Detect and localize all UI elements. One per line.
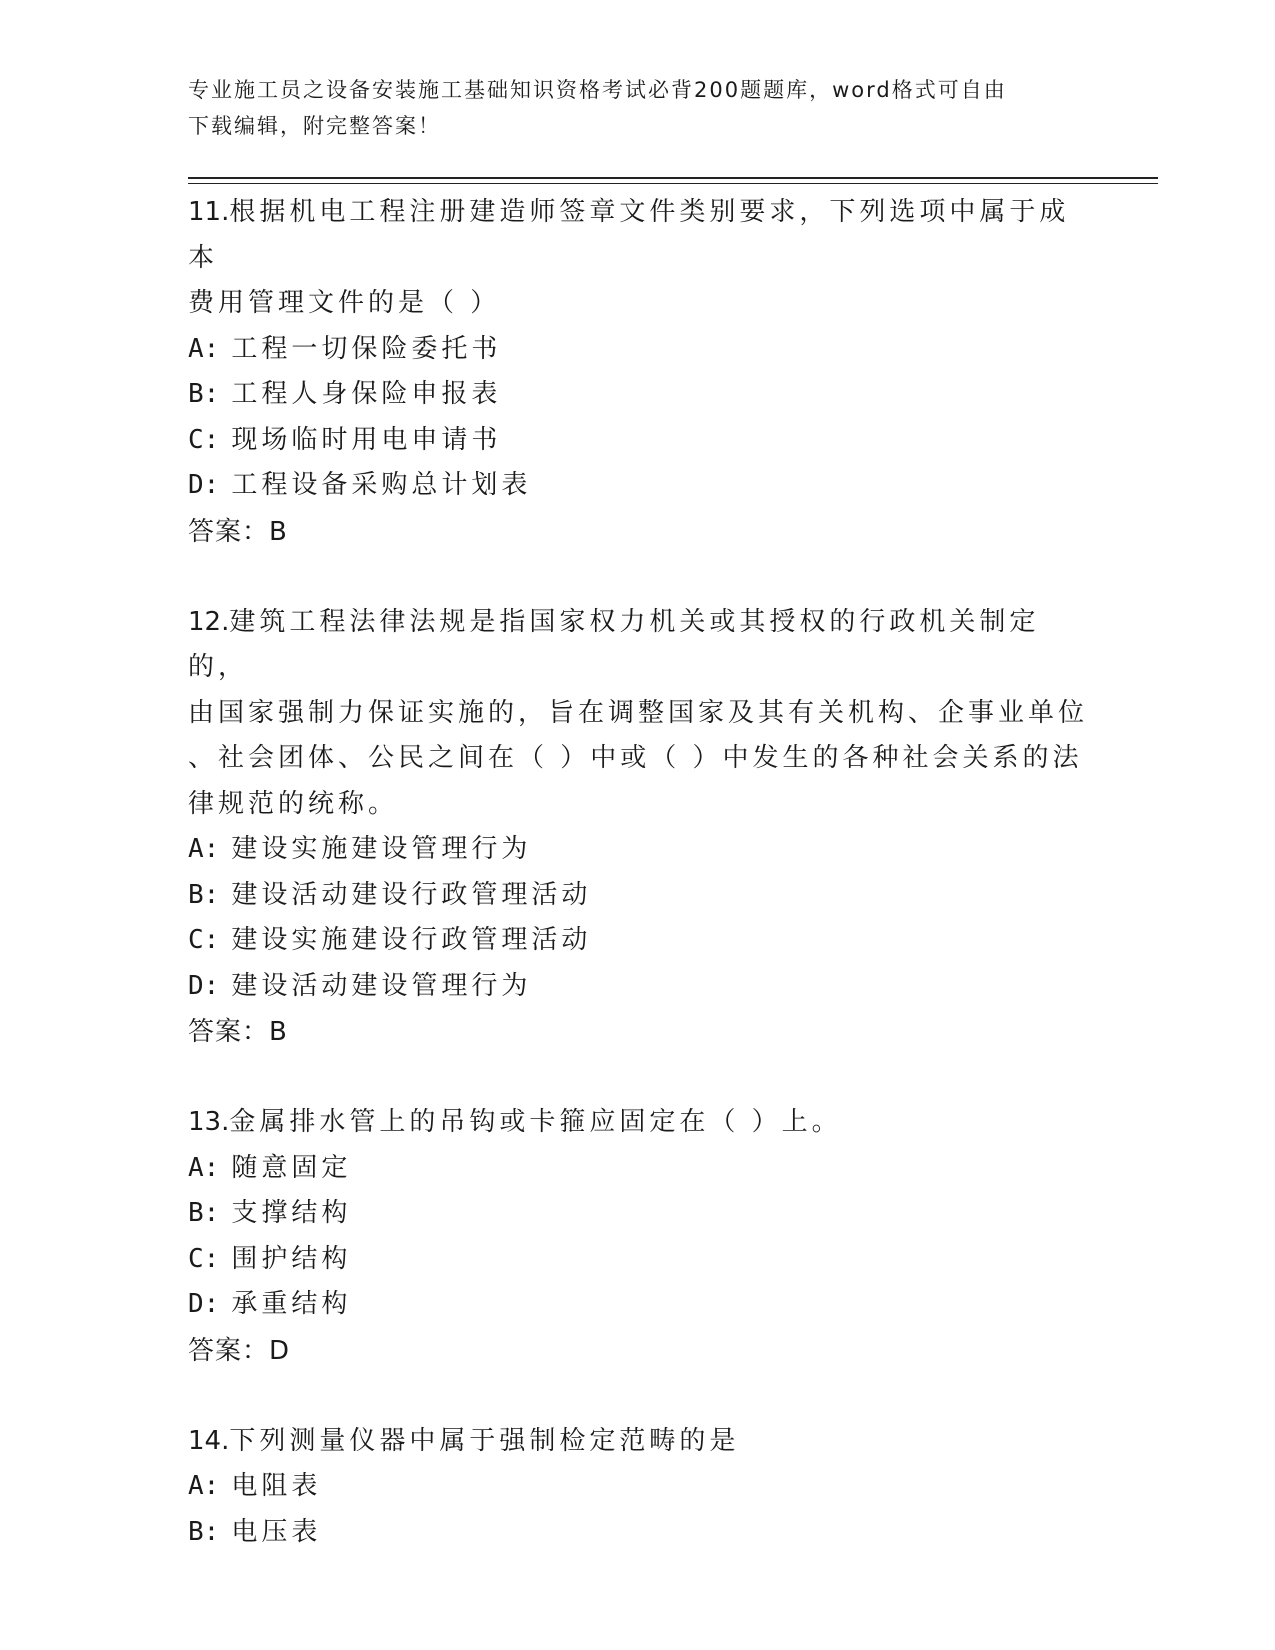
question-text-span: 费用管理文件的是（ ） — [188, 288, 501, 318]
option-text: 建设活动建设行政管理活动 — [231, 879, 592, 910]
answer-option — [188, 418, 1088, 464]
option-letter: B: — [188, 1198, 220, 1228]
option-text: 现场临时用电申请书 — [231, 424, 502, 455]
option-letter: A: — [188, 1152, 220, 1183]
option-text: 围护结构 — [231, 1243, 352, 1274]
option-letter: D: — [188, 470, 220, 500]
question-block — [188, 1419, 1088, 1556]
answer-option — [188, 827, 1088, 873]
question-text-line — [188, 1419, 1088, 1465]
question-text-line — [188, 190, 1088, 281]
question-text — [188, 600, 1088, 828]
option-text: 工程人身保险申报表 — [231, 379, 502, 409]
option-text: 工程设备采购总计划表 — [231, 470, 532, 500]
document-header — [188, 72, 1068, 144]
question-text — [188, 1100, 1088, 1146]
option-letter: B: — [188, 1516, 220, 1547]
question-text-span: 律规范的统称。 — [188, 788, 399, 819]
question-text-line — [188, 600, 1088, 691]
question-block — [188, 190, 1088, 555]
header-divider-thick — [188, 177, 1158, 179]
question-text-line — [188, 691, 1088, 737]
option-text: 电压表 — [231, 1516, 322, 1547]
question-text — [188, 1419, 1088, 1465]
question-text-span: 、社会团体、公民之间在（ ）中或（ ）中发生的各种社会关系的法 — [188, 743, 1083, 773]
answer-option — [188, 1510, 1088, 1556]
option-text: 承重结构 — [231, 1289, 352, 1319]
option-letter: A: — [188, 834, 220, 864]
question-text — [188, 190, 1088, 327]
answer-key: 答案：B — [188, 516, 288, 547]
option-text: 建设活动建设管理行为 — [231, 970, 532, 1001]
answer-option — [188, 463, 1088, 509]
question-text-span: 金属排水管上的吊钩或卡箍应固定在（ ）上。 — [229, 1107, 842, 1137]
answer-option — [188, 1146, 1088, 1192]
question-number: 12. — [188, 606, 230, 637]
answer-option — [188, 964, 1088, 1010]
answer-key: 答案：B — [188, 1017, 288, 1047]
answer-option — [188, 918, 1088, 964]
question-text-span: 由国家强制力保证实施的，旨在调整国家及其有关机构、企事业单位 — [188, 697, 1089, 728]
option-letter: D: — [188, 970, 220, 1001]
question-text-line — [188, 281, 1088, 327]
option-text: 建设实施建设管理行为 — [231, 834, 532, 864]
option-letter: C: — [188, 925, 220, 955]
header-divider-thin — [188, 183, 1158, 184]
option-text: 建设实施建设行政管理活动 — [231, 925, 592, 955]
option-letter: D: — [188, 1289, 220, 1319]
option-text: 随意固定 — [231, 1152, 352, 1183]
header-line-2: 下载编辑，附完整答案！ — [188, 114, 441, 138]
answer-option — [188, 1464, 1088, 1510]
question-block — [188, 600, 1088, 1056]
answer-option — [188, 1237, 1088, 1283]
answer-option — [188, 1282, 1088, 1328]
option-text: 电阻表 — [231, 1471, 322, 1501]
option-letter: B: — [188, 379, 220, 409]
option-letter: C: — [188, 1243, 220, 1274]
answer-key: 答案：D — [188, 1335, 291, 1366]
answer-option — [188, 372, 1088, 418]
question-number: 11. — [188, 197, 230, 227]
option-letter: A: — [188, 1471, 220, 1501]
option-text: 工程一切保险委托书 — [231, 333, 502, 364]
option-letter: C: — [188, 424, 220, 455]
question-text-span: 根据机电工程注册建造师签章文件类别要求，下列选项中属于成本 — [188, 197, 1070, 273]
question-text-line — [188, 736, 1088, 782]
option-letter: A: — [188, 333, 220, 364]
header-line-1: 专业施工员之设备安装施工基础知识资格考试必背200题题库，word格式可自由 — [188, 78, 1007, 102]
question-number: 14. — [188, 1425, 230, 1456]
question-block — [188, 1100, 1088, 1374]
question-list — [188, 190, 1088, 1600]
answer-option — [188, 327, 1088, 373]
answer-option — [188, 1191, 1088, 1237]
option-letter: B: — [188, 879, 220, 910]
question-text-line — [188, 782, 1088, 828]
question-text-line — [188, 1100, 1088, 1146]
question-text-span: 下列测量仪器中属于强制检定范畴的是 — [229, 1425, 740, 1456]
question-number: 13. — [188, 1107, 230, 1137]
answer-option — [188, 873, 1088, 919]
option-text: 支撑结构 — [231, 1198, 352, 1228]
question-text-span: 建筑工程法律法规是指国家权力机关或其授权的行政机关制定的， — [188, 606, 1040, 682]
